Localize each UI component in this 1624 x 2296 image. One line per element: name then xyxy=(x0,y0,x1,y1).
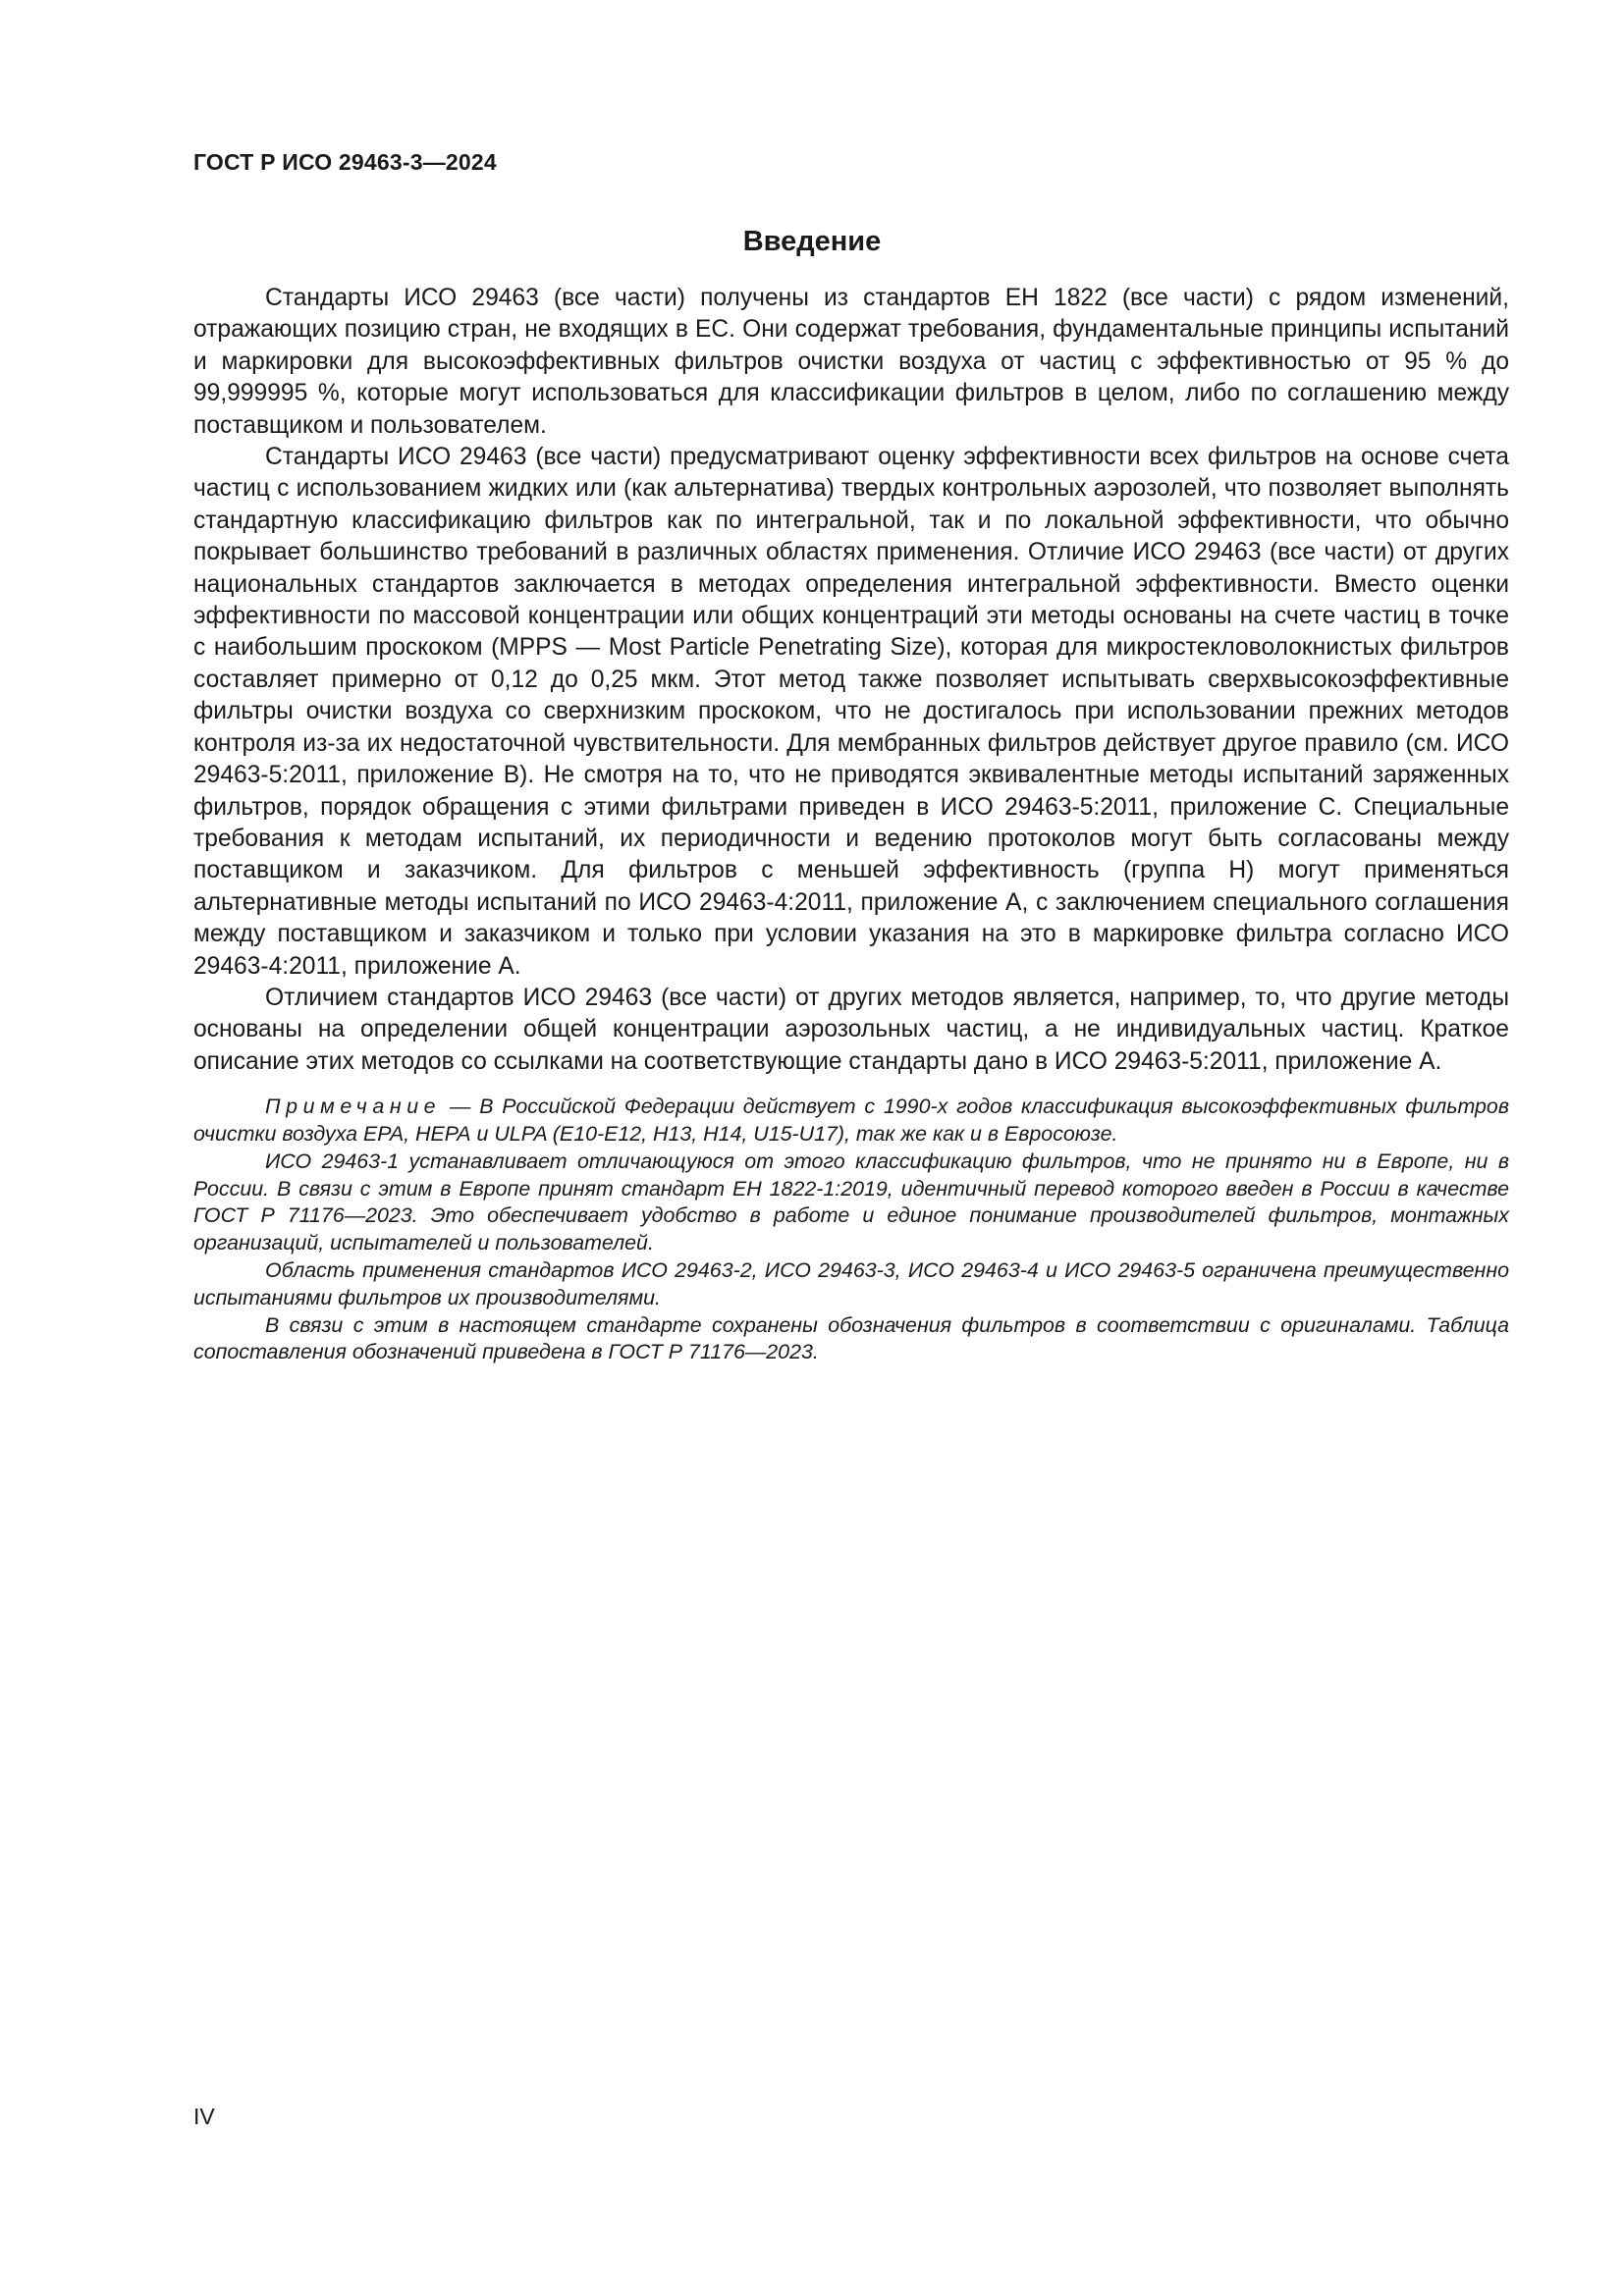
document-code-header: ГОСТ Р ИСО 29463-3—2024 xyxy=(193,149,497,175)
note-1 xyxy=(193,1094,1509,1148)
paragraph-3: Отличием стандартов ИСО 29463 (все части) от других методов является, например, то, что другие методы основаны на определении общей концентрации аэрозольных частиц, а не индивидуальных частиц. Краткое описание этих методов со ссылками на соответствующие стандарты дано в ИСО 29463-5:2011, приложение А. xyxy=(193,984,1509,1075)
paragraph-1: Стандарты ИСО 29463 (все части) получены из стандартов ЕН 1822 (все части) с рядом изменений, отражающих позицию стран, не входящих в ЕС. Они содержат требования, фундаментальные принципы испытаний и маркировки для высокоэффективных фильтров очистки воздуха от частиц с эффективностью от 95 % до 99,999995 %, которые могут использоваться для классификации фильтров в целом, либо по соглашению между поставщиком и пользователем. xyxy=(193,285,1509,439)
note-2: ИСО 29463-1 устанавливает отличающуюся от этого классификацию фильтров, что не принято ни в Европе, ни в России. В связи с этим в Европе принят стандарт ЕН 1822-1:2019, идентичный перевод которого введен в России в качестве ГОСТ Р 71176—2023. Это обеспечивает удобство в работе и единое понимание производителей фильтров, монтажных организаций, испытателей и пользователей. xyxy=(193,1148,1509,1255)
section-title: Введение xyxy=(742,226,882,257)
note-3: Область применения стандартов ИСО 29463-2, ИСО 29463-3, ИСО 29463-4 и ИСО 29463-5 ограничена преимущественно испытаниями фильтров их производителями. xyxy=(193,1257,1509,1309)
paragraph-2: Стандарты ИСО 29463 (все части) предусматривают оценку эффективности всех фильтров на основе счета частиц с использованием жидких или (как альтернатива) твердых контрольных аэрозолей, что позволяет выполнять стандартную классификацию фильтров как по интегральной, так и по локальной эффективности, что обычно покрывает большинство требований в различных областях применения. Отличие ИСО 29463 (все части) от других национальных стандартов заключается в методах определения интегральной эффективности. Вместо оценки эффективности по массовой концентрации или общих концентраций эти методы основаны на счете частиц в точке с наибольшим проскоком (MPPS — Most Particle Penetrating Size), которая для микростекловолокнистых фильтров составляет примерно от 0,12 до 0,25 мкм. Этот метод также позволяет испытывать сверхвысокоэффективные фильтры очистки воздуха со сверхнизким проскоком, что не достигалось при использовании прежних методов контроля из-за их недостаточной чувствительности. Для мембранных фильтров действует другое правило (см. ИСО 29463-5:2011, приложение В). Не смотря на то, что не приводятся эквивалентные методы испытаний заряженных фильтров, порядок обращения с этими фильтрами приведен в ИСО 29463-5:2011, приложение С. Специальные требования к методам испытаний, их периодичности и ведению протоколов могут быть согласованы между поставщиком и заказчиком. Для фильтров с меньшей эффективность (группа Н) могут применяться альтернативные методы испытаний по ИСО 29463-4:2011, приложение А, с заключением специального соглашения между поставщиком и заказчиком и только при условии указания на это в маркировке фильтра согласно ИСО 29463-4:2011, приложение А. xyxy=(193,444,1509,980)
note-1-text: — В Российской Федерации действует с 1990-х годов классификация высокоэффективных фильтров очистки воздуха ЕРА, НЕРА и ULPA (Е10-Е12, Н13, Н14, U15-U17), так же как и в Евросоюзе. xyxy=(193,1095,1509,1146)
document-body xyxy=(193,283,1509,1366)
note-label: Примечание xyxy=(265,1095,442,1119)
note-4: В связи с этим в настоящем стандарте сохранены обозначения фильтров в соответствии с оригиналами. Таблица сопоставления обозначений приведена в ГОСТ Р 71176—2023. xyxy=(193,1312,1509,1364)
page-number: IV xyxy=(193,2104,215,2129)
notes-block xyxy=(193,1094,1509,1366)
